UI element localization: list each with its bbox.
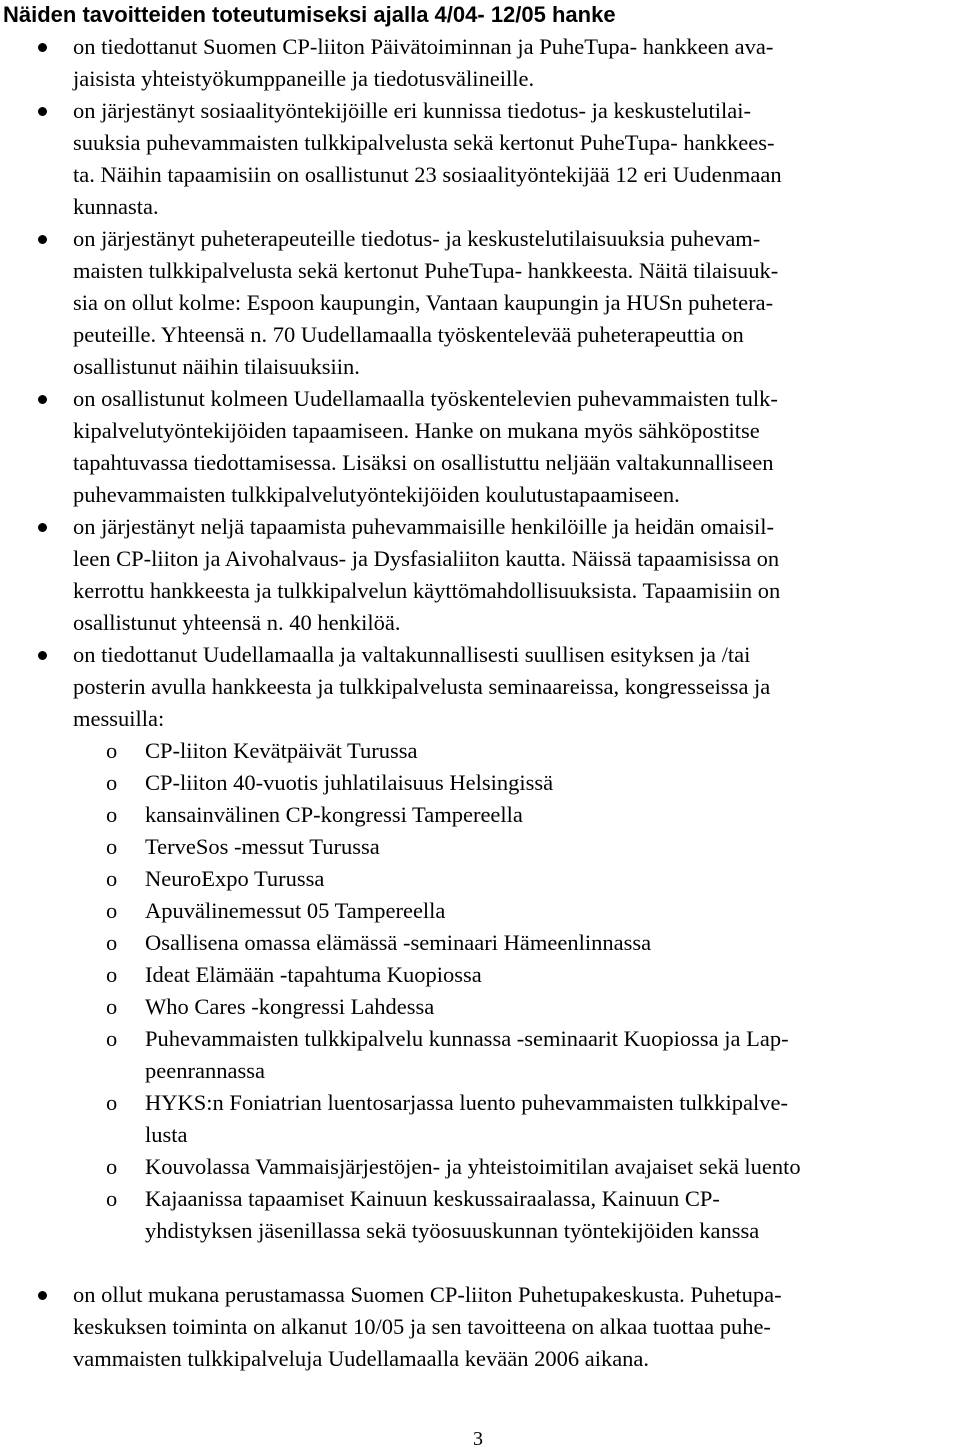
bullet-item-line: jaisista yhteistyökumppaneille ja tiedotusvälineille. [73,66,535,91]
bullet-dot [38,107,47,116]
sub-item-line: Ideat Elämään -tapahtuma Kuopiossa [145,962,482,987]
bullet-dot [38,395,47,404]
sub-item-line: Puhevammaisten tulkkipalvelu kunnassa -seminaarit Kuopiossa ja Lap- [145,1026,789,1051]
sub-item-marker: o [106,898,118,923]
sub-item-line: yhdistyksen jäsenillassa sekä työosuuskunnan työntekijöiden kanssa [145,1218,760,1243]
sub-item-marker: o [106,930,118,955]
sub-item-marker: o [106,866,118,891]
sub-item-line: CP-liiton 40-vuotis juhlatilaisuus Helsingissä [145,770,554,795]
bullet-item-line: maisten tulkkipalvelusta sekä kertonut PuheTupa- hankkeesta. Näitä tilaisuuk- [73,258,779,283]
bullet-item-line: sia on ollut kolme: Espoon kaupungin, Vantaan kaupungin ja HUSn puhetera- [73,290,774,315]
sub-item-line: Kouvolassa Vammaisjärjestöjen- ja yhteistoimitilan avajaiset sekä luento [145,1154,801,1179]
bullet-item-line: on järjestänyt neljä tapaamista puhevammaisille henkilöille ja heidän omaisil- [73,514,775,539]
bullet-item-line: on ollut mukana perustamassa Suomen CP-liiton Puhetupakeskusta. Puhetupa- [73,1282,782,1307]
bullet-dot [38,43,47,52]
bullet-item-line: kerrottu hankkeesta ja tulkkipalvelun käyttömahdollisuuksista. Tapaamisiin on [73,578,781,603]
bullet-item-line: on tiedottanut Uudellamaalla ja valtakunnallisesti suullisen esityksen ja /tai [73,642,751,667]
sub-item-line: Who Cares -kongressi Lahdessa [145,994,435,1019]
bullet-item-line: on tiedottanut Suomen CP-liiton Päivätoiminnan ja PuheTupa- hankkeen ava- [73,34,774,59]
bullet-item-line: keskuksen toiminta on alkanut 10/05 ja sen tavoitteena on alkaa tuottaa puhe- [73,1314,771,1339]
sub-item-line: peenrannassa [145,1058,265,1083]
bullet-dot [38,1291,47,1300]
sub-item-marker: o [106,1090,118,1115]
sub-item-line: CP-liiton Kevätpäivät Turussa [145,738,418,763]
sub-item-line: lusta [145,1122,188,1147]
sub-item-marker: o [106,1154,118,1179]
bullet-item-line: on järjestänyt sosiaalityöntekijöille eri kunnissa tiedotus- ja keskustelutilai- [73,98,751,123]
sub-item-marker: o [106,994,118,1019]
sub-item-line: HYKS:n Foniatrian luentosarjassa luento puhevammaisten tulkkipalve- [145,1090,788,1115]
bullet-item-line: messuilla: [73,706,165,731]
bullet-item-line: suuksia puhevammaisten tulkkipalvelusta sekä kertonut PuheTupa- hankkees- [73,130,775,155]
sub-item-marker: o [106,738,118,763]
bullet-item-line: on osallistunut kolmeen Uudellamaalla työskentelevien puhevammaisten tulk- [73,386,778,411]
bullet-item-line: osallistunut yhteensä n. 40 henkilöä. [73,610,401,635]
bullet-dot [38,523,47,532]
sub-item-line: Kajaanissa tapaamiset Kainuun keskussairaalassa, Kainuun CP- [145,1186,720,1211]
bullet-item-line: vammaisten tulkkipalveluja Uudellamaalla kevään 2006 aikana. [73,1346,650,1371]
bullet-item-line: on järjestänyt puheterapeuteille tiedotus- ja keskustelutilaisuuksia puhevam- [73,226,761,251]
sub-item-line: TerveSos -messut Turussa [145,834,380,859]
sub-item-line: kansainvälinen CP-kongressi Tampereella [145,802,523,827]
bullet-item-line: tapahtuvassa tiedottamisessa. Lisäksi on osallistuttu neljään valtakunnalliseen [73,450,774,475]
bullet-dot [38,235,47,244]
sub-item-line: Apuvälinemessut 05 Tampereella [145,898,446,923]
section-heading: Näiden tavoitteiden toteutumiseksi ajalla 4/04- 12/05 hanke [3,2,616,27]
bullet-dot [38,651,47,660]
page-number: 3 [473,1428,483,1450]
bullet-item-line: posterin avulla hankkeesta ja tulkkipalvelusta seminaareissa, kongresseissa ja [73,674,771,699]
sub-item-line: NeuroExpo Turussa [145,866,325,891]
sub-item-line: Osallisena omassa elämässä -seminaari Hämeenlinnassa [145,930,652,955]
sub-item-marker: o [106,802,118,827]
bullet-item-line: puhevammaisten tulkkipalvelutyöntekijöiden koulutustapaamiseen. [73,482,680,507]
bullet-item-line: kunnasta. [73,194,159,219]
bullet-item-line: osallistunut näihin tilaisuuksiin. [73,354,360,379]
sub-item-marker: o [106,1026,118,1051]
sub-item-marker: o [106,1186,118,1211]
sub-item-marker: o [106,962,118,987]
bullet-item-line: leen CP-liiton ja Aivohalvaus- ja Dysfasialiiton kautta. Näissä tapaamisissa on [73,546,780,571]
bullet-item-line: ta. Näihin tapaamisiin on osallistunut 23 sosiaalityöntekijää 12 eri Uudenmaan [73,162,782,187]
sub-item-marker: o [106,834,118,859]
sub-item-marker: o [106,770,118,795]
bullet-item-line: kipalvelutyöntekijöiden tapaamiseen. Hanke on mukana myös sähköpostitse [73,418,760,443]
bullet-item-line: peuteille. Yhteensä n. 70 Uudellamaalla työskentelevää puheterapeuttia on [73,322,744,347]
